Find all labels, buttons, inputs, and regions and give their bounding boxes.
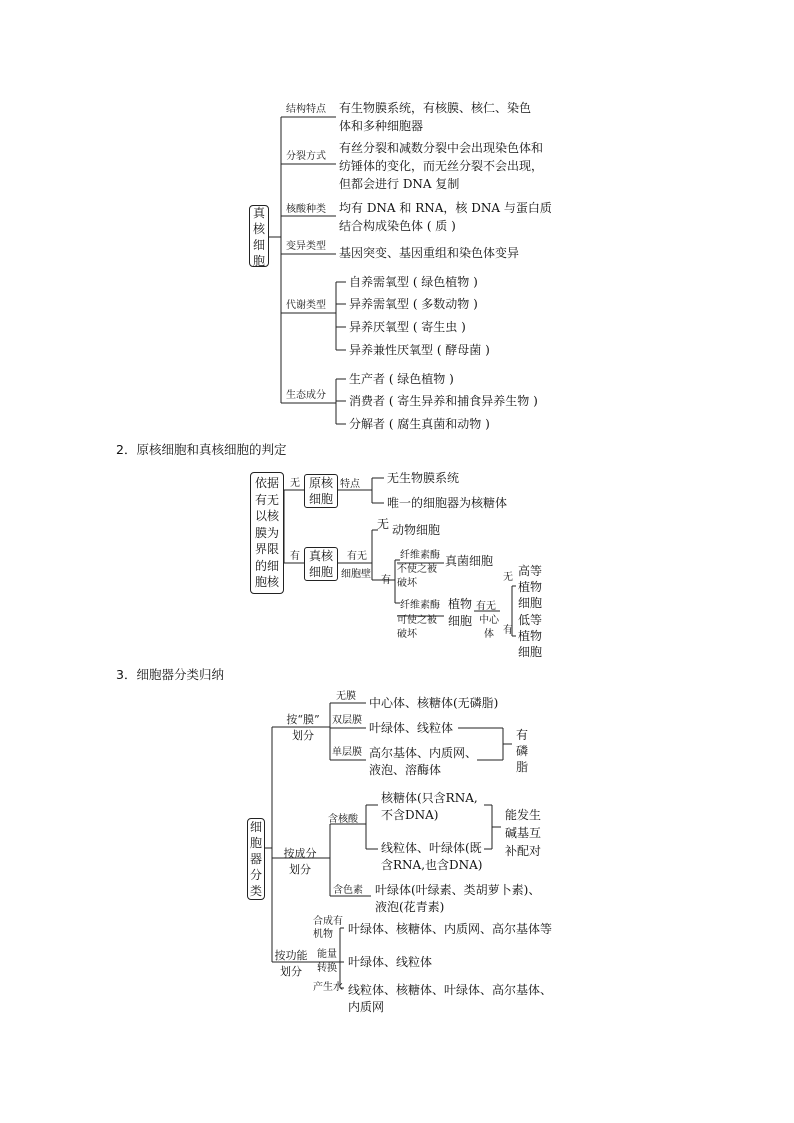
label-nucleic-acid: 含核酸 — [328, 814, 358, 825]
cellulase-a-3: 破坏 — [397, 578, 417, 589]
label-no-membrane: 无膜 — [336, 691, 356, 702]
label-energy-2: 转换 — [317, 963, 337, 974]
text-variation: 基因突变、基因重组和染色体变异 — [339, 246, 520, 260]
metabolism-item: 异养厌氧型 ( 寄生虫 ) — [349, 320, 466, 334]
label-single-membrane: 单层膜 — [332, 747, 362, 758]
root-eukaryote-label: 真 核 细 胞 — [252, 206, 265, 268]
energy-text: 叶绿体、线粒体 — [348, 955, 433, 969]
prokaryote-label: 原核 细胞 — [308, 476, 333, 506]
ecology-item: 消费者 ( 寄生异养和捕食异养生物 ) — [349, 394, 538, 408]
heading-3: 3．细胞器分类归纳 — [116, 667, 224, 682]
centrosome-q-2: 中心 — [479, 615, 499, 626]
nucleic-b-2: 含RNA,也含DNA) — [381, 858, 483, 872]
label-synthesis-2: 机物 — [313, 929, 333, 940]
root-organelle-label: 细 胞 器 分 类 — [249, 820, 262, 898]
label-cellwall-2: 细胞壁 — [341, 569, 371, 580]
label-cellwall-1: 有无 — [347, 551, 367, 562]
pigment-text-1: 叶绿体(叶绿素、类胡萝卜素)、 — [375, 883, 541, 897]
text-structure-1: 有生物膜系统，有核膜、核仁、染色 — [339, 101, 532, 115]
eukaryote-label: 真核 细胞 — [308, 549, 333, 579]
label-without-2: 无 — [377, 517, 390, 531]
single-membrane-text-2: 液泡、溶酶体 — [369, 763, 442, 777]
double-membrane-text: 叶绿体、线粒体 — [369, 721, 454, 735]
root-criterion-label: 依据 有无 以核 膜为 界限 的细 胞核 — [254, 476, 279, 589]
text-division-1: 有丝分裂和减数分裂中会出现染色体和 — [339, 141, 544, 155]
label-double-membrane: 双层膜 — [332, 715, 362, 726]
label-with-3: 有 — [503, 625, 513, 636]
label-nucleic: 核酸种类 — [286, 204, 326, 215]
label-metabolism: 代谢类型 — [286, 300, 326, 311]
by-composition-label: 按成分 划分 — [283, 847, 317, 876]
synthesis-text: 叶绿体、核糖体、内质网、高尔基体等 — [348, 922, 553, 936]
lower-plant-cell: 低等 植物 细胞 — [517, 613, 542, 659]
water-text-1: 线粒体、核糖体、叶绿体、高尔基体、 — [348, 983, 553, 997]
nucleic-a-1: 核糖体(只含RNA, — [381, 791, 478, 805]
label-features: 特点 — [340, 479, 360, 490]
ecology-item: 分解者 ( 腐生真菌和动物 ) — [349, 417, 490, 431]
label-ecology: 生态成分 — [286, 390, 326, 401]
text-nucleic-1: 均有 DNA 和 RNA，核 DNA 与蛋白质 — [339, 201, 552, 215]
label-synthesis-1: 合成有 — [313, 916, 343, 927]
metabolism-item: 自养需氧型 ( 绿色植物 ) — [349, 275, 478, 289]
label-without-3: 无 — [503, 572, 513, 583]
label-division: 分裂方式 — [286, 151, 326, 162]
by-function-label: 按功能 划分 — [274, 949, 308, 978]
no-membrane-text: 中心体、核糖体(无磷脂) — [369, 696, 499, 710]
cellulase-a-2: 不使之被 — [397, 564, 437, 575]
centrosome-q-3: 体 — [484, 629, 494, 640]
label-with-2: 有 — [381, 575, 391, 586]
nucleic-b-1: 线粒体、叶绿体(既 — [381, 841, 482, 855]
metabolism-item: 异养需氧型 ( 多数动物 ) — [349, 297, 478, 311]
centrosome-q-1: 有无 — [476, 601, 496, 612]
prokaryote-feature: 唯一的细胞器为核糖体 — [387, 496, 508, 510]
ecology-item: 生产者 ( 绿色植物 ) — [349, 372, 454, 386]
cellulase-b-1: 纤维素酶 — [400, 600, 440, 611]
base-pairing: 能发生 碱基互 补配对 — [504, 808, 541, 858]
prokaryote-feature: 无生物膜系统 — [387, 471, 460, 485]
cellulase-b-3: 破坏 — [397, 629, 417, 640]
fungi-cell: 真菌细胞 — [445, 554, 494, 568]
water-text-2: 内质网 — [348, 1000, 385, 1014]
cellulase-b-2: 可使之被 — [397, 615, 437, 626]
text-nucleic-2: 结合构成染色体 ( 质 ) — [339, 219, 456, 233]
label-structure: 结构特点 — [286, 104, 326, 115]
heading-2: 2．原核细胞和真核细胞的判定 — [116, 442, 287, 457]
higher-plant-cell: 高等 植物 细胞 — [517, 564, 542, 610]
text-division-3: 但都会进行 DNA 复制 — [339, 177, 460, 191]
label-without: 无 — [290, 478, 300, 489]
text-structure-2: 体和多种细胞器 — [339, 119, 424, 133]
plant-cell-2: 细胞 — [448, 614, 473, 628]
single-membrane-text-1: 高尔基体、内质网、 — [369, 746, 478, 760]
cellulase-a-1: 纤维素酶 — [400, 550, 440, 561]
label-energy-1: 能量 — [317, 949, 337, 960]
has-phospholipid: 有 磷 脂 — [515, 728, 528, 774]
text-division-2: 纺锤体的变化，而无丝分裂不会出现， — [339, 159, 544, 173]
label-pigment: 含色素 — [333, 885, 363, 896]
label-variation: 变异类型 — [286, 241, 326, 252]
metabolism-item: 异养兼性厌氧型 ( 酵母菌 ) — [349, 343, 490, 357]
animal-cell: 动物细胞 — [392, 523, 441, 537]
plant-cell-1: 植物 — [448, 597, 473, 611]
pigment-text-2: 液泡(花青素) — [375, 900, 445, 914]
by-membrane-label: 按“膜” 划分 — [286, 713, 320, 742]
label-with: 有 — [290, 551, 300, 562]
nucleic-a-2: 不含DNA) — [381, 808, 439, 822]
label-water: 产生水 — [313, 982, 343, 993]
